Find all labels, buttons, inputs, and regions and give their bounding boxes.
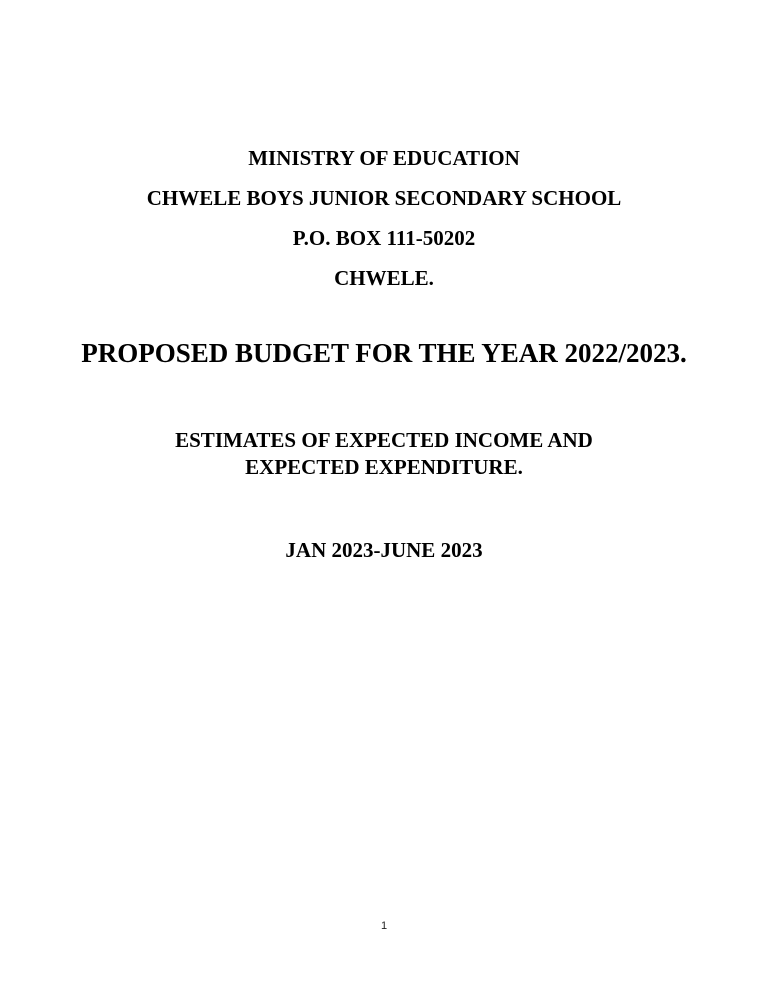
budget-period: JAN 2023-JUNE 2023 (285, 538, 483, 562)
subtitle-line-1: ESTIMATES OF EXPECTED INCOME AND (175, 428, 593, 452)
postal-address: P.O. BOX 111-50202 (292, 226, 476, 250)
page-number: 1 (380, 920, 388, 932)
school-name: CHWELE BOYS JUNIOR SECONDARY SCHOOL (146, 186, 622, 210)
town-name: CHWELE. (334, 266, 434, 290)
ministry-heading: MINISTRY OF EDUCATION (248, 146, 520, 170)
subtitle-line-2: EXPECTED EXPENDITURE. (245, 455, 523, 479)
document-title: PROPOSED BUDGET FOR THE YEAR 2022/2023. (81, 338, 687, 368)
